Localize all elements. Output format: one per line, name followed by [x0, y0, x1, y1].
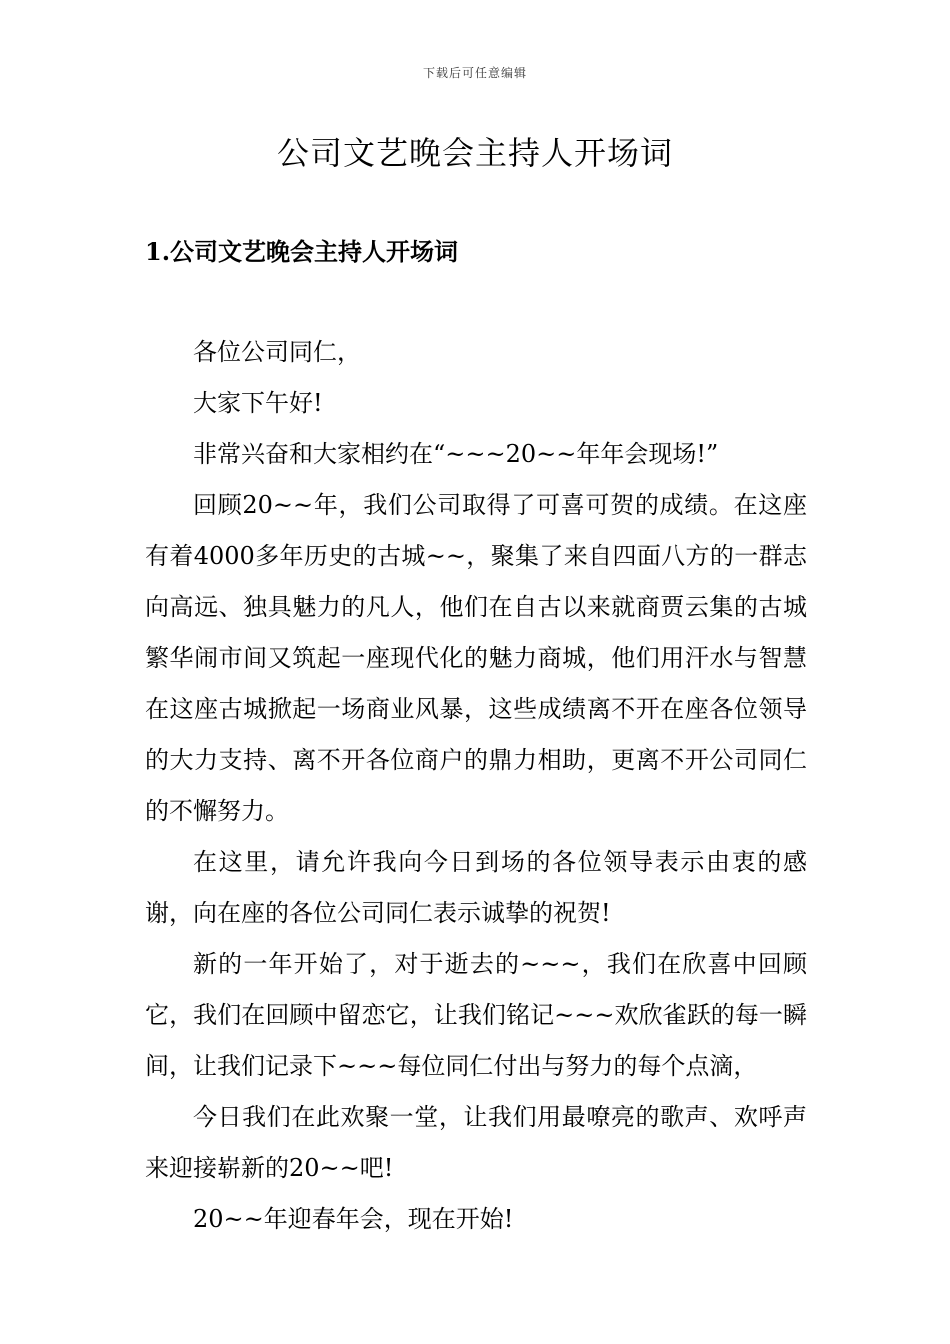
section-heading: 1.公司文艺晚会主持人开场词	[145, 237, 459, 266]
paragraph-gathering: 今日我们在此欢聚一堂，让我们用最嘹亮的歌声、欢呼声来迎接崭新的20~~吧!	[145, 1103, 807, 1182]
paragraph-review: 回顾20~~年，我们公司取得了可喜可贺的成绩。在这座有着4000多年历史的古城~~，聚集了来自四面八方的一群志向高远、独具魅力的凡人，他们在自古以来就商贾云集的古城繁华闹市间又筑起一座现代化的魅力商城，他们用汗水与智慧在这座古城掀起一场商业风暴，这些成绩离不开在座各位领导的大力支持、离不开各位商户的鼎力相助，更离不开公司同仁的不懈努力。	[145, 491, 807, 825]
paragraph-opening: 20~~年迎春年会，现在开始!	[193, 1205, 514, 1233]
paragraph-excitement: 非常兴奋和大家相约在“~~~20~~年年会现场!”	[193, 440, 719, 468]
paragraph-new-year: 新的一年开始了，对于逝去的~~~，我们在欣喜中回顾它，我们在回顾中留恋它，让我们铭记~~~欢欣雀跃的每一瞬间，让我们记录下~~~每位同仁付出与努力的每个点滴，	[145, 950, 807, 1080]
page-header-note: 下载后可任意编辑	[422, 66, 527, 80]
document-body	[145, 327, 807, 1245]
paragraph-greeting: 各位公司同仁，	[193, 338, 361, 366]
document-title: 公司文艺晚会主持人开场词	[276, 134, 673, 172]
paragraph-thanks: 在这里，请允许我向今日到场的各位领导表示由衷的感谢，向在座的各位公司同仁表示诚挚的祝贺!	[145, 848, 807, 927]
paragraph-good-afternoon: 大家下午好!	[193, 389, 323, 417]
